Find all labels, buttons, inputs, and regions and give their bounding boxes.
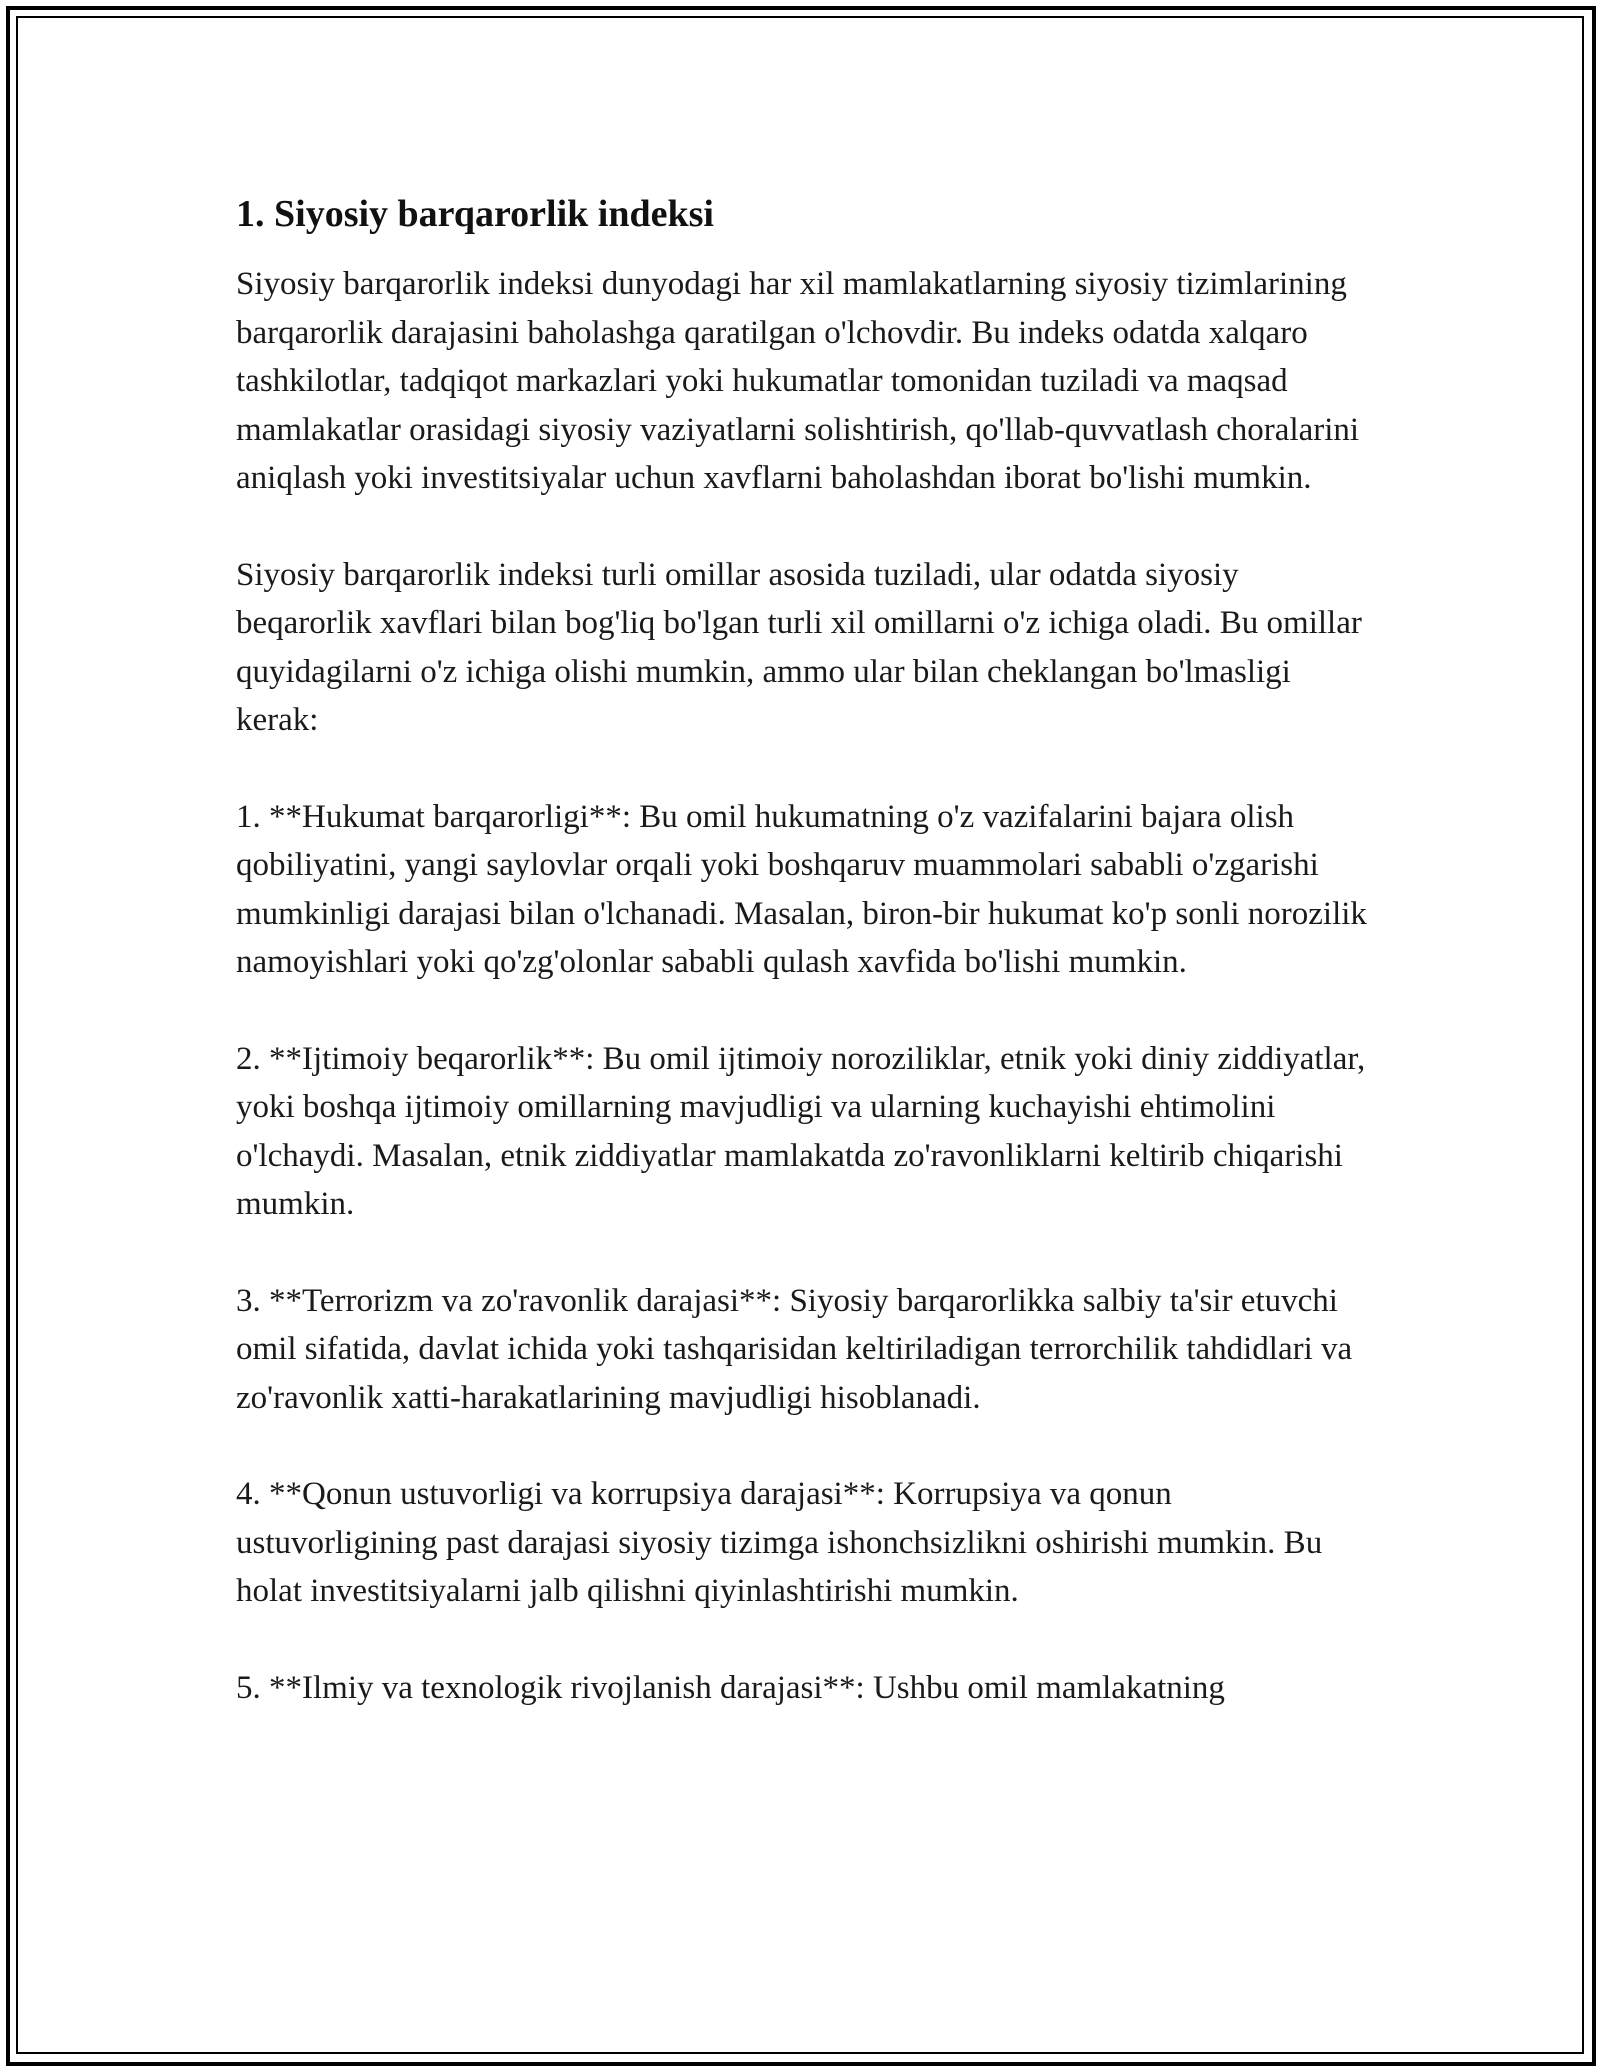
list-item-science-technology: 5. **Ilmiy va texnologik rivojlanish darajasi**: Ushbu omil mamlakatning — [236, 1669, 1225, 1706]
factors-intro-paragraph: Siyosiy barqarorlik indeksi turli omillar asosida tuziladi, ular odatda siyosiy beqarorlik xavflari bilan bog'liq bo'lgan turli xil omillarni o'z ichiga oladi. Bu omillar quyidagilarni o'z ichiga olishi mumkin, ammo ular bilan cheklangan bo'lmasligi kerak: — [236, 556, 1362, 738]
list-item-social-instability: 2. **Ijtimoiy beqarorlik**: Bu omil ijtimoiy noroziliklar, etnik yoki diniy ziddiyatlar, yoki boshqa ijtimoiy omillarning mavjudligi va ularning kuchayishi ehtimolini o'lchaydi. Masalan, etnik ziddiyatlar mamlakatda zo'ravonliklarni keltirib chiqarishi mumkin. — [236, 1040, 1366, 1222]
list-item-terrorism-violence: 3. **Terrorizm va zo'ravonlik darajasi**: Siyosiy barqarorlikka salbiy ta'sir etuvchi omil sifatida, davlat ichida yoki tashqarisidan keltiriladigan terrorchilik tahdidlari va zo'ravonlik xatti-harakatlarining mavjudligi hisoblanadi. — [236, 1282, 1353, 1416]
document-body — [236, 186, 1376, 1712]
list-item-rule-of-law-corruption: 4. **Qonun ustuvorligi va korrupsiya darajasi**: Korrupsiya va qonun ustuvorligining past darajasi siyosiy tizimga ishonchsizlikni oshirishi mumkin. Bu holat investitsiyalarni jalb qilishni qiyinlashtirishi mumkin. — [236, 1476, 1323, 1609]
list-item-government-stability: 1. **Hukumat barqarorligi**: Bu omil hukumatning o'z vazifalarini bajara olish qobiliyatini, yangi saylovlar orqali yoki boshqaruv muammolari sababli o'zgarishi mumkinligi darajasi bilan o'lchanadi. Masalan, biron-bir hukumat ko'p sonli norozilik namoyishlari yoki qo'zg'olonlar sababli qulash xavfida bo'lishi mumkin. — [236, 798, 1367, 980]
intro-paragraph: Siyosiy barqarorlik indeksi dunyodagi har xil mamlakatlarning siyosiy tizimlarining barqarorlik darajasini baholashga qaratilgan o'lchovdir. Bu indeks odatda xalqaro tashkilotlar, tadqiqot markazlari yoki hukumatlar tomonidan tuziladi va maqsad mamlakatlar orasidagi siyosiy vaziyatlarni solishtirish, qo'llab-quvvatlash choralarini aniqlash yoki investitsiyalar uchun xavflarni baholashdan iborat bo'lishi mumkin. — [236, 266, 1360, 496]
section-heading: 1. Siyosiy barqarorlik indeksi — [236, 193, 714, 235]
